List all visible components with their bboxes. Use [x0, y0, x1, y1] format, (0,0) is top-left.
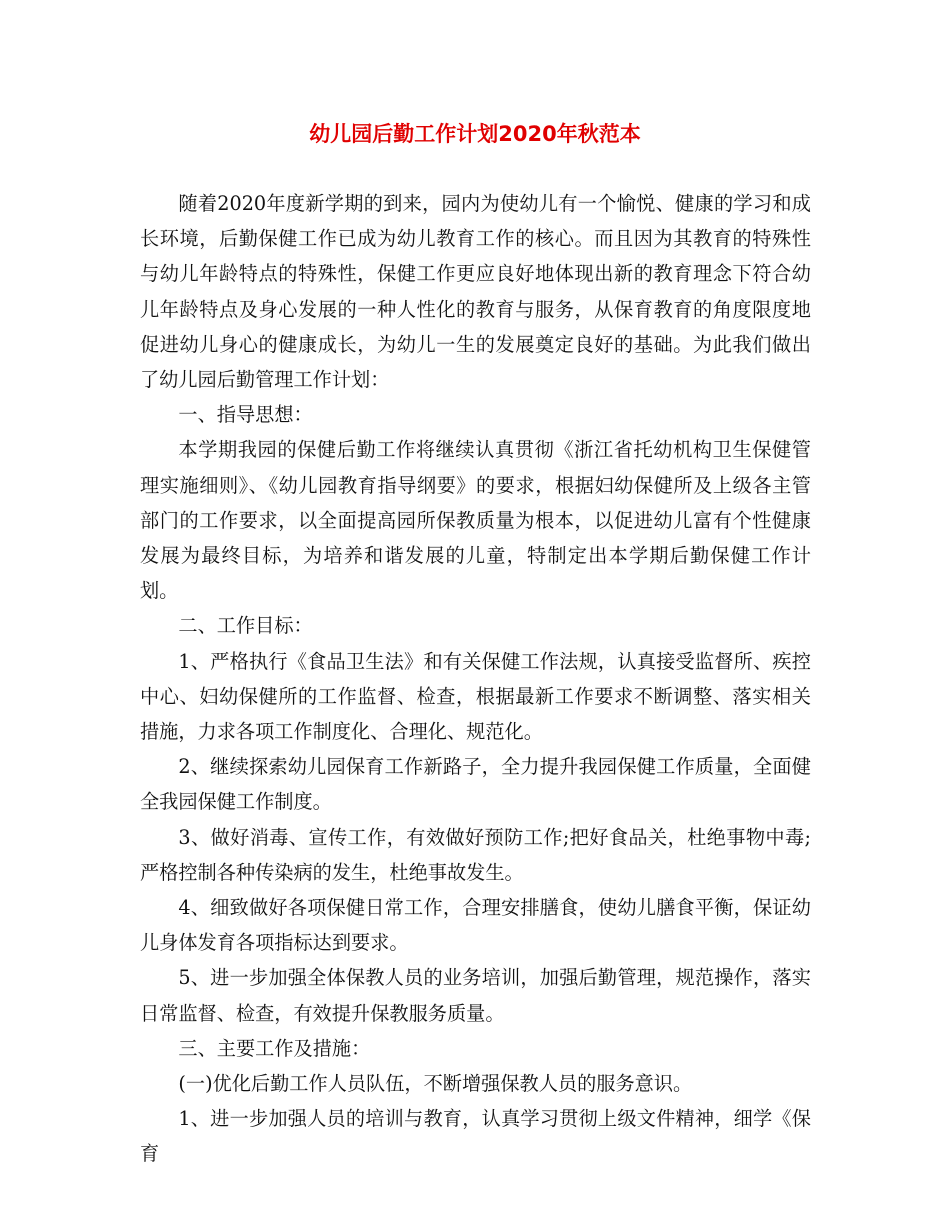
paragraph-goal-5: 5、进一步加强全体保教人员的业务培训，加强后勤管理，规范操作，落实日常监督、检查，有效提升保教服务质量。 [140, 966, 811, 1025]
paragraph-goal-3: 3、做好消毒、宣传工作，有效做好预防工作;把好食品关，杜绝事物中毒;严格控制各种传染病的发生，杜绝事故发生。 [140, 825, 811, 884]
heading-work-goals: 二、工作目标： [178, 614, 313, 638]
subheading-optimize-team: (一)优化后勤工作人员队伍，不断增强保教人员的服务意识。 [178, 1072, 693, 1096]
paragraph-measure-1: 1、进一步加强人员的培训与教育，认真学习贯彻上级文件精神，细学《保育 [140, 1107, 811, 1166]
document-body [140, 186, 811, 1172]
paragraph-intro: 随着2020年度新学期的到来，园内为使幼儿有一个愉悦、健康的学习和成长环境，后勤保健工作已成为幼儿教育工作的核心。而且因为其教育的特殊性与幼儿年龄特点的特殊性，保健工作更应良好地体现出新的教育理念下符合幼儿年龄特点及身心发展的一种人性化的教育与服务，从保育教育的角度限度地促进幼儿身心的健康成长，为幼儿一生的发展奠定良好的基础。为此我们做出了幼儿园后勤管理工作计划： [140, 192, 811, 392]
heading-guiding-ideology: 一、指导思想： [178, 403, 313, 427]
document-title: 幼儿园后勤工作计划2020年秋范本 [309, 122, 641, 146]
paragraph-guiding-ideology: 本学期我园的保健后勤工作将继续认真贯彻《浙江省托幼机构卫生保健管理实施细则》、《幼儿园教育指导纲要》的要求，根据妇幼保健所及上级各主管部门的工作要求，以全面提高园所保教质量为根本，以促进幼儿富有个性健康发展为最终目标，为培养和谐发展的儿童，特制定出本学期后勤保健工作计划。 [140, 438, 811, 603]
paragraph-goal-2: 2、继续探索幼儿园保育工作新路子，全力提升我园保健工作质量，全面健全我园保健工作制度。 [140, 755, 811, 814]
heading-main-work: 三、主要工作及措施： [178, 1036, 371, 1060]
paragraph-goal-4: 4、细致做好各项保健日常工作，合理安排膳食，使幼儿膳食平衡，保证幼儿身体发育各项指标达到要求。 [140, 896, 811, 955]
paragraph-goal-1: 1、严格执行《食品卫生法》和有关保健工作法规，认真接受监督所、疾控中心、妇幼保健所的工作监督、检查，根据最新工作要求不断调整、落实相关措施，力求各项工作制度化、合理化、规范化。 [140, 649, 811, 744]
